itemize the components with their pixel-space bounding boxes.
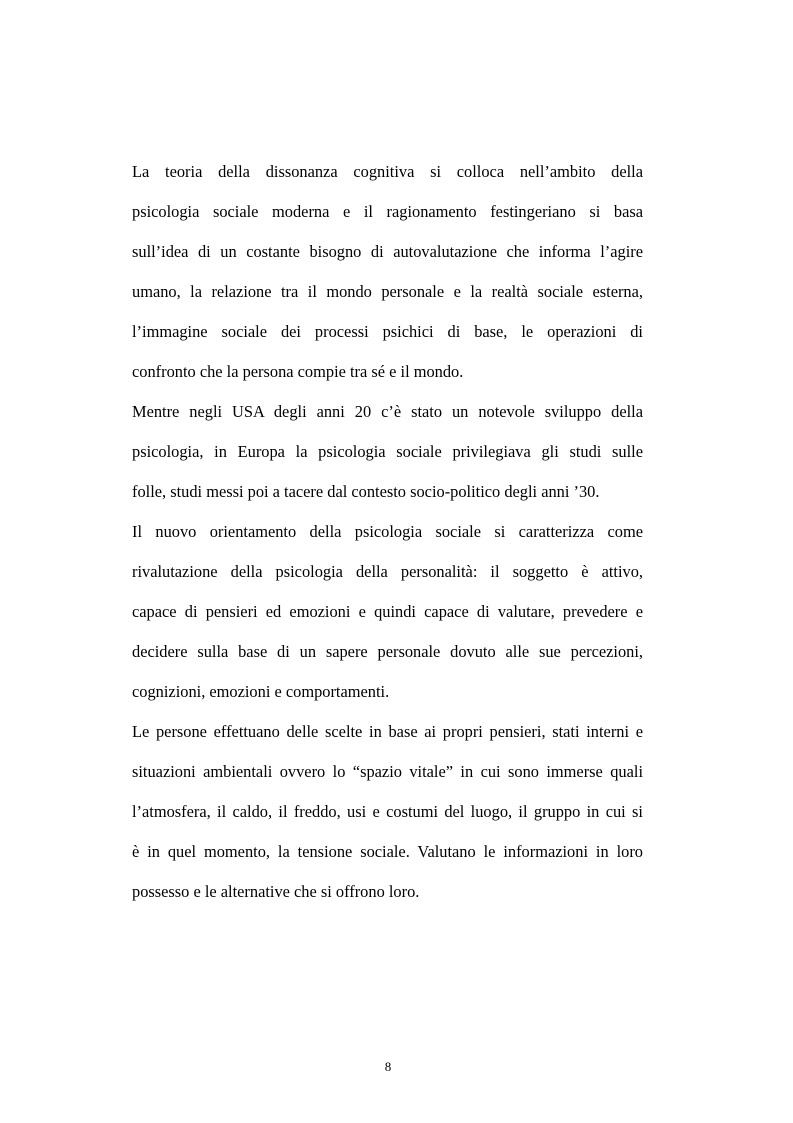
text-line: l’atmosfera, il caldo, il freddo, usi e costumi del luogo, il gruppo in cui si: [132, 802, 643, 821]
text-line: psicologia sociale moderna e il ragionamento festingeriano si basa: [132, 202, 643, 221]
text-line: Mentre negli USA degli anni 20 c’è stato un notevole sviluppo della: [132, 402, 643, 421]
text-line: l’immagine sociale dei processi psichici di base, le operazioni di: [132, 322, 643, 341]
text-line: Le persone effettuano delle scelte in base ai propri pensieri, stati interni e: [132, 722, 643, 741]
paragraph: [132, 152, 643, 392]
text-line: sull’idea di un costante bisogno di autovalutazione che informa l’agire: [132, 242, 643, 261]
paragraph: [132, 512, 643, 712]
page-number: 8: [384, 1059, 392, 1074]
text-line: confronto che la persona compie tra sé e il mondo.: [132, 362, 464, 381]
text-line: folle, studi messi poi a tacere dal contesto socio-politico degli anni ’30.: [132, 482, 600, 501]
text-line: capace di pensieri ed emozioni e quindi capace di valutare, prevedere e: [132, 602, 643, 621]
text-line: rivalutazione della psicologia della personalità: il soggetto è attivo,: [132, 562, 643, 581]
text-line: situazioni ambientali ovvero lo “spazio vitale” in cui sono immerse quali: [132, 762, 643, 781]
text-line: possesso e le alternative che si offrono loro.: [132, 882, 420, 901]
paragraph: [132, 712, 643, 912]
text-line: psicologia, in Europa la psicologia sociale privilegiava gli studi sulle: [132, 442, 643, 461]
text-line: umano, la relazione tra il mondo personale e la realtà sociale esterna,: [132, 282, 643, 301]
text-line: cognizioni, emozioni e comportamenti.: [132, 682, 390, 701]
text-line: è in quel momento, la tensione sociale. Valutano le informazioni in loro: [132, 842, 643, 861]
body-text: [132, 152, 643, 912]
text-line: decidere sulla base di un sapere personale dovuto alle sue percezioni,: [132, 642, 643, 661]
paragraph: [132, 392, 643, 512]
text-line: Il nuovo orientamento della psicologia sociale si caratterizza come: [132, 522, 643, 541]
text-line: La teoria della dissonanza cognitiva si colloca nell’ambito della: [132, 162, 643, 181]
